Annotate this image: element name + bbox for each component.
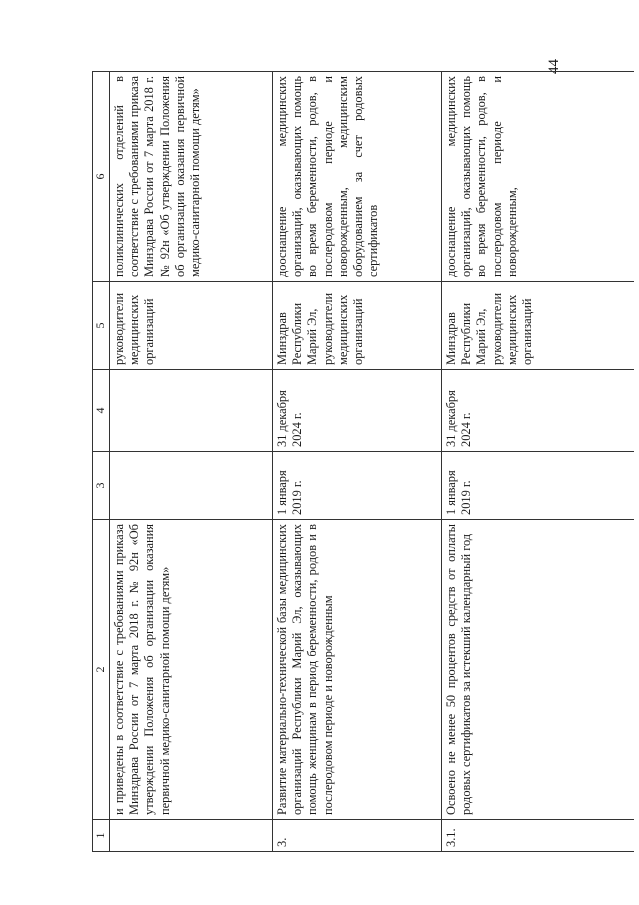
- header-row: [93, 72, 110, 852]
- row-number: 3.1.: [442, 820, 635, 852]
- table-row: [273, 72, 442, 852]
- header-cell-1: 1: [93, 820, 110, 852]
- responsible: Минздрав Республики Марий Эл, руководители медицинских организаций: [442, 282, 635, 370]
- row-number: 3.: [273, 820, 442, 852]
- header-cell-2: 2: [93, 520, 110, 820]
- page-number: 44: [546, 59, 562, 74]
- measure-text: Освоено не менее 50 процентов средств от оплаты родовых сертификатов за истекший календарный год: [442, 520, 635, 820]
- plan-table: [92, 71, 634, 852]
- landscape-table-container: [92, 72, 620, 852]
- expected-result: дооснащение медицинских организаций, оказывающих помощь во время беременности, родов, в послеродовом периоде и новорожденным,: [442, 72, 635, 282]
- expected-result: дооснащение медицинских организаций, оказывающих помощь во время беременности, родов, в послеродовом периоде и новорожденным, медицинским оборудованием за счет родовых сертификатов: [273, 72, 442, 282]
- header-cell-4: 4: [93, 370, 110, 452]
- start-date: 1 января 2019 г.: [442, 452, 635, 520]
- header-cell-6: 6: [93, 72, 110, 282]
- measure-text: и приведены в соответствие с требованиями приказа Минздрава России от 7 марта 2018 г. № 92н «Об утверждении Положения об организации оказания первичной медико-санитарной помощи детям»: [110, 520, 273, 820]
- header-cell-5: 5: [93, 282, 110, 370]
- start-date: 1 января 2019 г.: [273, 452, 442, 520]
- end-date: [110, 370, 273, 452]
- start-date: [110, 452, 273, 520]
- responsible: Минздрав Республики Марий Эл, руководители медицинских организаций: [273, 282, 442, 370]
- row-number: [110, 820, 273, 852]
- end-date: 31 декабря 2024 г.: [442, 370, 635, 452]
- table-row: [442, 72, 635, 852]
- expected-result: поликлинических отделений в соответствие с требованиями приказа Минздрава России от 7 марта 2018 г. № 92н «Об утверждении Положения об организации оказания первичной медико-санитарной помощи детям»: [110, 72, 273, 282]
- end-date: 31 декабря 2024 г.: [273, 370, 442, 452]
- measure-text: Развитие материально-технической базы медицинских организаций Республики Марий Эл, оказывающих помощь женщинам в период беременности, родов и в послеродовом периоде и новорожденным: [273, 520, 442, 820]
- header-cell-3: 3: [93, 452, 110, 520]
- table-row: [110, 72, 273, 852]
- responsible: руководители медицинских организаций: [110, 282, 273, 370]
